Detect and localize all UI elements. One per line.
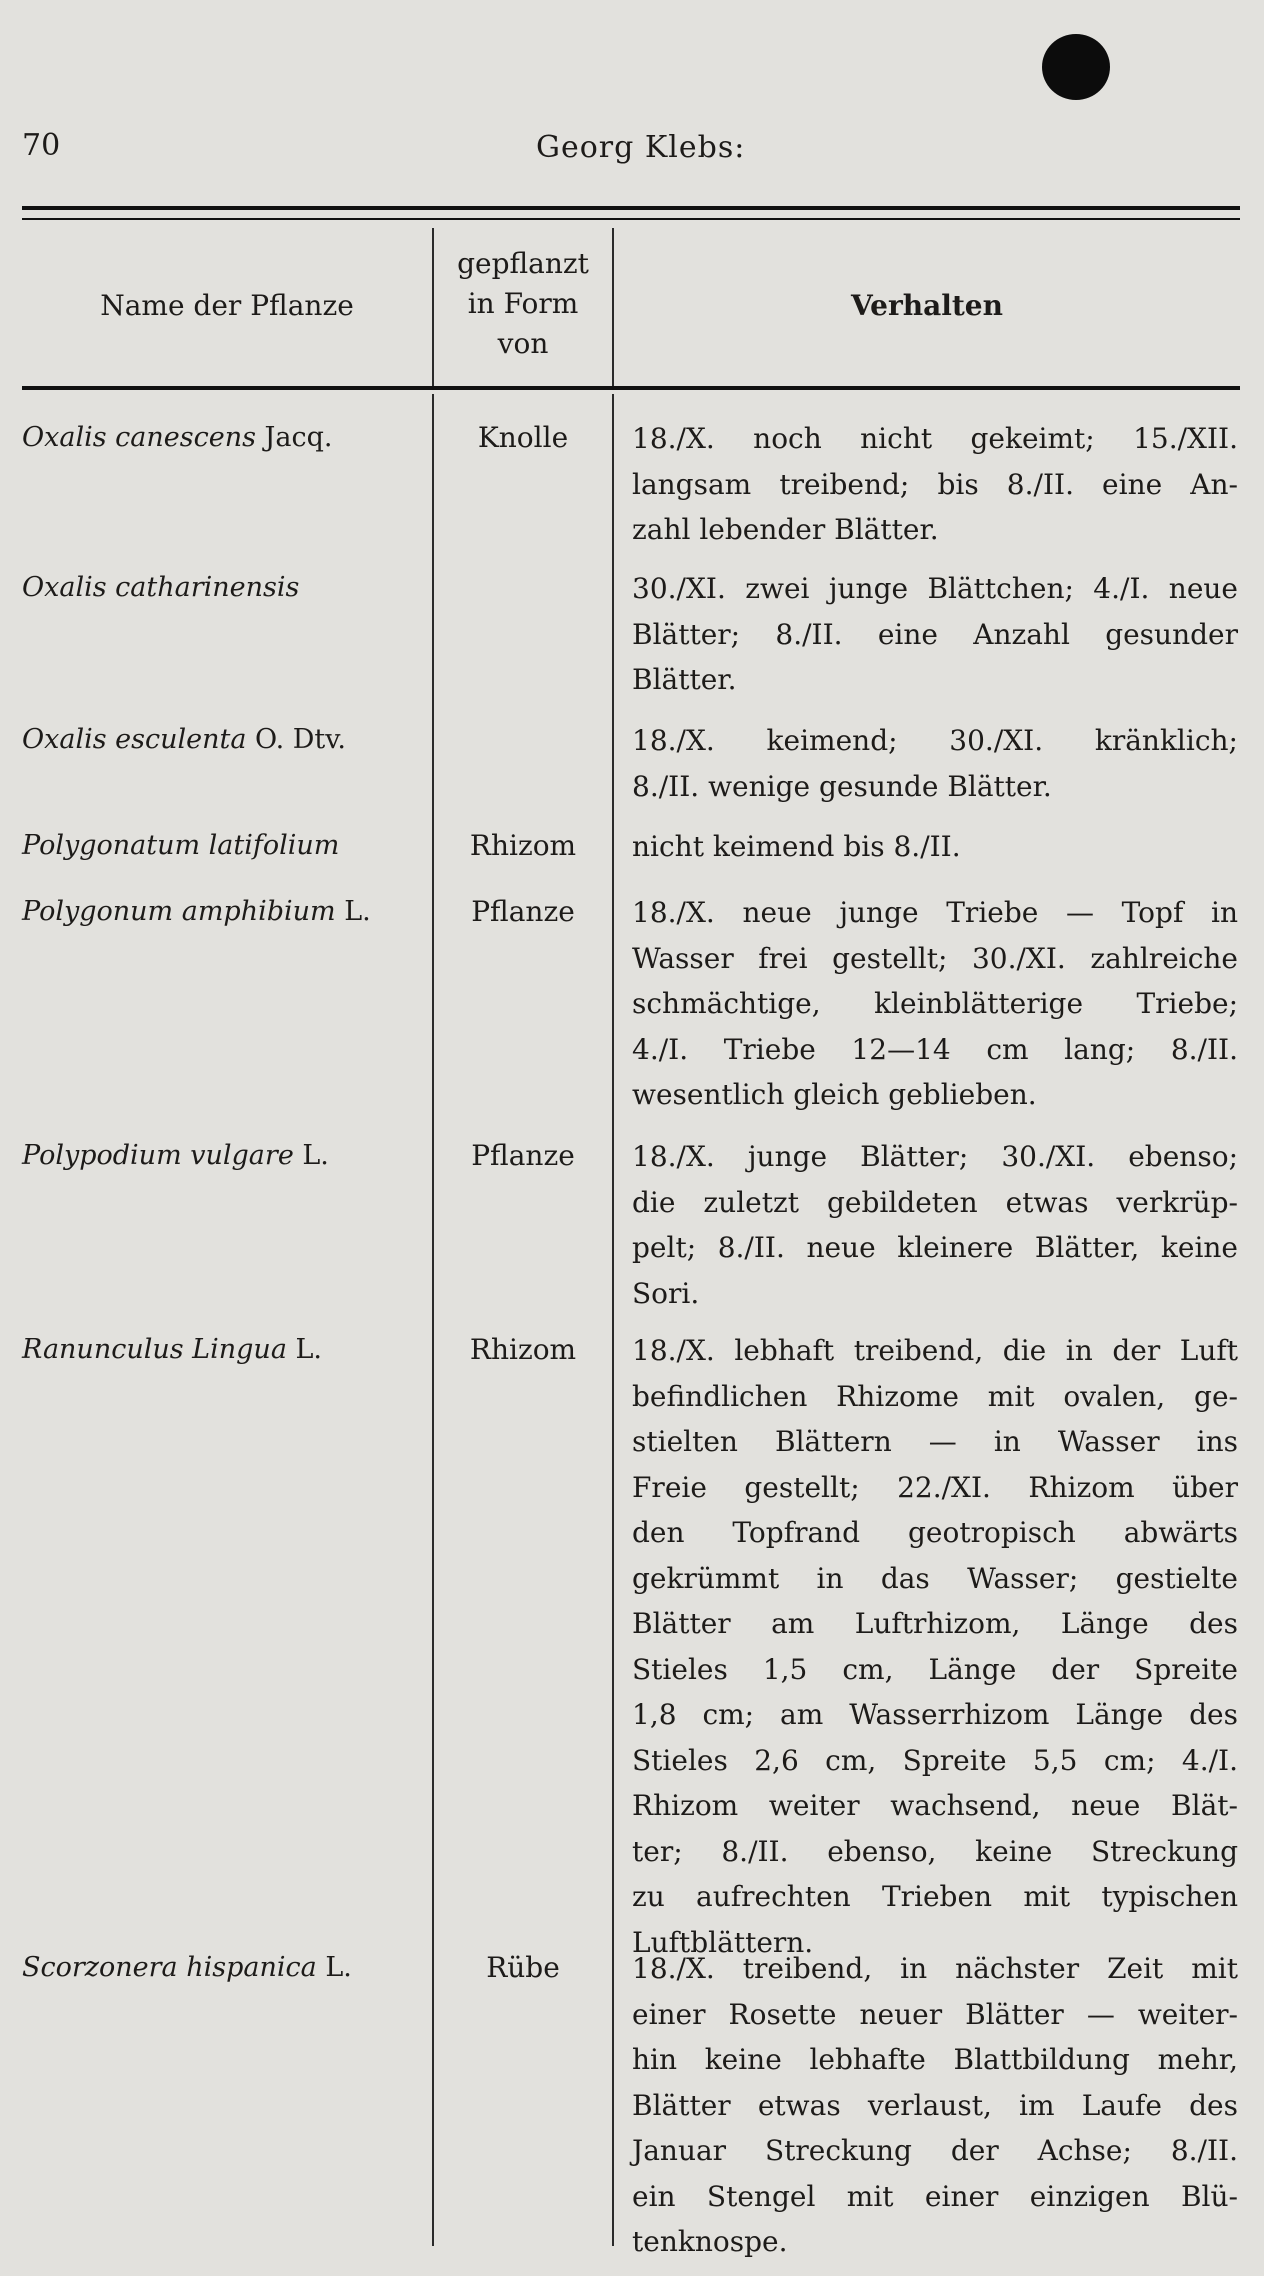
behaviour-line: Blätter etwas verlaust, im Laufe des [632, 2088, 1238, 2122]
behaviour-line: zu aufrechten Trieben mit typischen [632, 1880, 1238, 1913]
behaviour-line: Stieles 2,6 cm, Spreite 5,5 cm; 4./I. [632, 1743, 1238, 1777]
behaviour-text [632, 890, 1238, 1118]
behaviour-line: 30./XI. zwei junge Blättchen; 4./I. neue [632, 572, 1238, 605]
behaviour-line: 18./X. treibend, in nächster Zeit mit [632, 1952, 1238, 1985]
behaviour-text [632, 824, 1238, 870]
behaviour-text [632, 1134, 1238, 1316]
behaviour-line: 4./I. Triebe 12—14 cm lang; 8./II. [632, 1032, 1238, 1066]
behaviour-line: befindlichen Rhizome mit ovalen, ge- [632, 1379, 1238, 1413]
column-header-name: Name der Pflanze [100, 289, 354, 322]
behaviour-line: pelt; 8./II. neue kleinere Blätter, keine [632, 1231, 1238, 1264]
plant-species: Oxalis catharinensis [22, 572, 300, 603]
plant-authority: O. Dtv. [246, 724, 346, 755]
column-divider [612, 394, 614, 2246]
plant-name [22, 1328, 428, 1372]
behaviour-line: Rhizom weiter wachsend, neue Blät- [632, 1789, 1238, 1822]
behaviour-line: 1,8 cm; am Wasserrhizom Länge des [632, 1698, 1238, 1731]
plant-authority: Jacq. [255, 422, 333, 453]
planted-form: Rhizom [469, 829, 577, 862]
ink-blot [1042, 34, 1110, 100]
behaviour-line: Blätter am Luftrhizom, Länge des [632, 1607, 1238, 1640]
table-top-rule-thin [22, 218, 1240, 220]
planted-form: Pflanze [471, 895, 575, 928]
behaviour-line: den Topfrand geotropisch abwärts [632, 1516, 1238, 1549]
behaviour-text [632, 416, 1238, 553]
plant-species: Oxalis canescens [22, 422, 256, 453]
behaviour-line: Freie gestellt; 22./XI. Rhizom über [632, 1470, 1238, 1504]
plant-name [22, 718, 428, 762]
behaviour-line: tenknospe. [632, 2225, 788, 2258]
behaviour-line: gekrümmt in das Wasser; gestielte [632, 1561, 1238, 1595]
behaviour-text [632, 1328, 1238, 1965]
behaviour-line: zahl lebender Blätter. [632, 513, 939, 546]
behaviour-line: ter; 8./II. ebenso, keine Streckung [632, 1834, 1238, 1868]
behaviour-line: Blätter. [632, 663, 737, 696]
behaviour-line: langsam treibend; bis 8./II. eine An- [632, 467, 1238, 501]
planted-form: Pflanze [471, 1139, 575, 1172]
plant-name [22, 890, 428, 934]
column-header-form-line: von [497, 327, 549, 360]
behaviour-line: die zuletzt gebildeten etwas verkrüp- [632, 1185, 1238, 1219]
table-header-rule [22, 386, 1240, 390]
plant-species: Scorzonera hispanica [22, 1952, 317, 1983]
behaviour-line: Stieles 1,5 cm, Länge der Spreite [632, 1652, 1238, 1686]
table-top-rule [22, 206, 1240, 210]
plant-name [22, 1134, 428, 1178]
behaviour-line: 18./X. lebhaft treibend, die in der Luft [632, 1334, 1238, 1367]
plant-name [22, 824, 428, 868]
plant-species: Polygonum amphibium [22, 896, 336, 927]
behaviour-line: hin keine lebhafte Blattbildung mehr, [632, 2043, 1238, 2076]
planted-form: Knolle [477, 421, 569, 454]
planted-form: Rhizom [469, 1333, 577, 1366]
column-header-form-line: in Form [467, 287, 579, 320]
behaviour-line: einer Rosette neuer Blätter — weiter- [632, 1997, 1238, 2031]
behaviour-text [632, 566, 1238, 703]
behaviour-line: nicht keimend bis 8./II. [632, 830, 961, 863]
behaviour-line: 18./X. noch nicht gekeimt; 15./XII. [632, 422, 1238, 455]
plant-authority: L. [316, 1952, 352, 1983]
behaviour-text [632, 1946, 1238, 2265]
plant-name [22, 566, 428, 610]
column-header-verhalten: Verhalten [851, 289, 1003, 322]
plant-authority: L. [293, 1140, 329, 1171]
behaviour-line: Wasser frei gestellt; 30./XI. zahlreiche [632, 941, 1238, 975]
column-header-form [434, 244, 612, 364]
behaviour-line: wesentlich gleich geblieben. [632, 1078, 1037, 1111]
behaviour-line: ein Stengel mit einer einzigen Blü- [632, 2179, 1238, 2213]
running-header-author: Georg Klebs: [536, 130, 746, 165]
behaviour-line: Januar Streckung der Achse; 8./II. [632, 2134, 1238, 2167]
plant-authority: L. [335, 896, 371, 927]
behaviour-line: schmächtige, kleinblätterige Triebe; [632, 987, 1238, 1020]
plant-name [22, 1946, 428, 1990]
plant-species: Polypodium vulgare [22, 1140, 294, 1171]
behaviour-line: Sori. [632, 1276, 700, 1310]
behaviour-line: stielten Blättern — in Wasser ins [632, 1425, 1238, 1458]
plant-name [22, 416, 428, 460]
plant-species: Ranunculus Lingua [22, 1334, 287, 1365]
page-number: 70 [22, 128, 61, 163]
behaviour-line: 18./X. keimend; 30./XI. kränklich; [632, 724, 1238, 757]
plant-species: Oxalis esculenta [22, 724, 247, 755]
behaviour-line: 18./X. neue junge Triebe — Topf in [632, 896, 1238, 929]
plant-species: Polygonatum latifolium [22, 830, 340, 861]
behaviour-line: Luftblättern. [632, 1925, 814, 1959]
planted-form: Rübe [486, 1951, 560, 1984]
plant-authority: L. [286, 1334, 323, 1365]
column-header-form-line: gepflanzt [457, 247, 589, 280]
behaviour-line: 8./II. wenige gesunde Blätter. [632, 769, 1052, 803]
behaviour-line: Blätter; 8./II. eine Anzahl gesunder [632, 617, 1238, 651]
behaviour-text [632, 718, 1238, 809]
behaviour-line: 18./X. junge Blätter; 30./XI. ebenso; [632, 1140, 1238, 1173]
